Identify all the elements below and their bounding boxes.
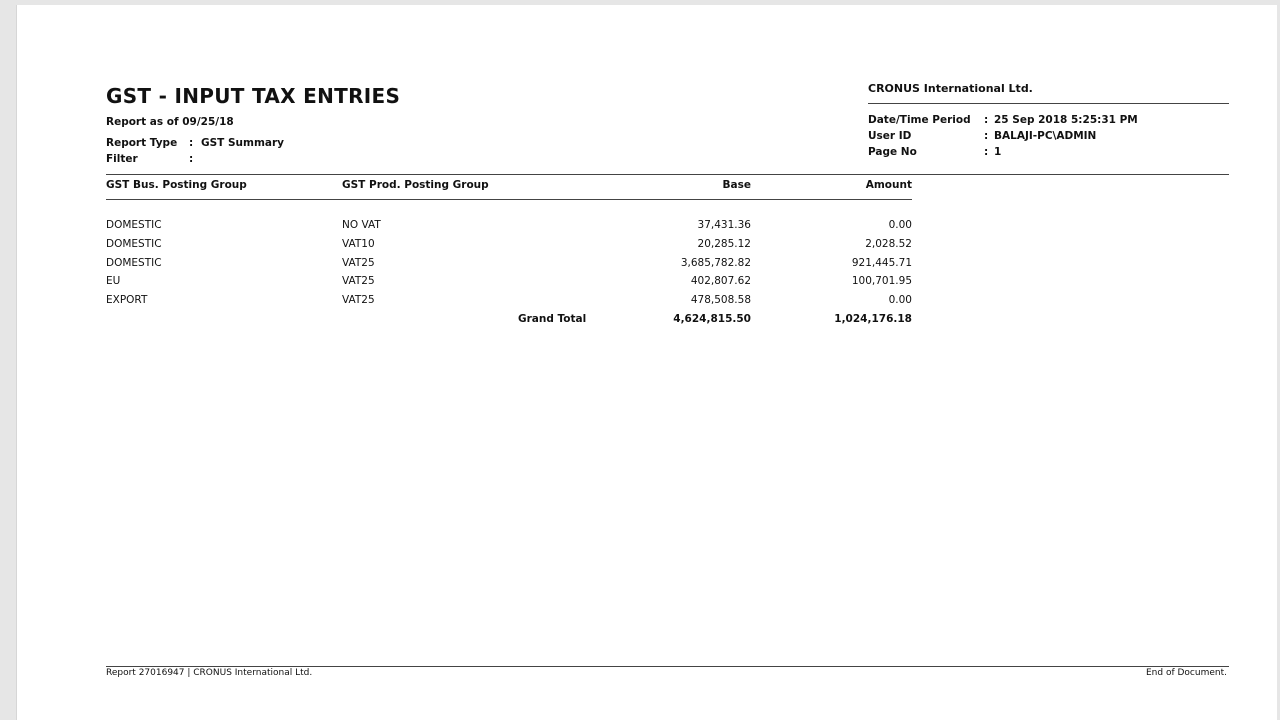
cell-bus-group: EXPORT [106,294,148,306]
column-header-underline [106,199,912,200]
cell-prod-group: VAT10 [342,238,375,250]
cell-base: 37,431.36 [697,219,751,231]
header-divider [106,174,1229,175]
column-header-prod-posting-group: GST Prod. Posting Group [342,179,489,191]
cell-prod-group: NO VAT [342,219,381,231]
report-page [16,5,1277,720]
filter-label: Filter [106,153,138,165]
filter-sep: : [189,153,194,165]
datetime-value: 25 Sep 2018 5:25:31 PM [994,114,1138,126]
report-type-label: Report Type [106,137,178,149]
cell-base: 478,508.58 [690,294,751,306]
cell-base: 20,285.12 [697,238,751,250]
column-header-amount: Amount [865,179,912,191]
company-name: CRONUS International Ltd. [868,82,1033,95]
column-header-bus-posting-group: GST Bus. Posting Group [106,179,247,191]
report-title: GST - INPUT TAX ENTRIES [106,84,401,108]
column-header-base: Base [722,179,751,191]
grand-total-label: Grand Total [518,313,587,325]
cell-amount: 2,028.52 [865,238,912,250]
company-divider [868,103,1229,104]
report-type-value: GST Summary [201,137,285,149]
cell-amount: 0.00 [888,294,912,306]
cell-bus-group: DOMESTIC [106,257,162,269]
user-id-sep: : [984,130,989,142]
user-id-label: User ID [868,130,912,142]
cell-prod-group: VAT25 [342,257,375,269]
cell-amount: 0.00 [888,219,912,231]
datetime-label: Date/Time Period [868,114,971,126]
page-no-sep: : [984,146,989,158]
cell-base: 3,685,782.82 [680,257,751,269]
cell-prod-group: VAT25 [342,294,375,306]
cell-bus-group: DOMESTIC [106,219,162,231]
cell-bus-group: DOMESTIC [106,238,162,250]
footer-report-info: Report 27016947 | CRONUS International Ltd. [106,668,313,678]
cell-bus-group: EU [106,275,121,287]
report-as-of: Report as of 09/25/18 [106,116,234,128]
cell-prod-group: VAT25 [342,275,375,287]
datetime-sep: : [984,114,989,126]
grand-total-amount: 1,024,176.18 [834,313,912,325]
footer-divider [106,666,1229,667]
page-no-label: Page No [868,146,917,158]
cell-base: 402,807.62 [690,275,751,287]
grand-total-base: 4,624,815.50 [673,313,751,325]
cell-amount: 100,701.95 [851,275,912,287]
cell-amount: 921,445.71 [851,257,912,269]
footer-end-of-document: End of Document. [1146,668,1227,678]
report-type-sep: : [189,137,194,149]
page-no-value: 1 [994,146,1002,158]
user-id-value: BALAJI-PC\ADMIN [994,130,1097,142]
